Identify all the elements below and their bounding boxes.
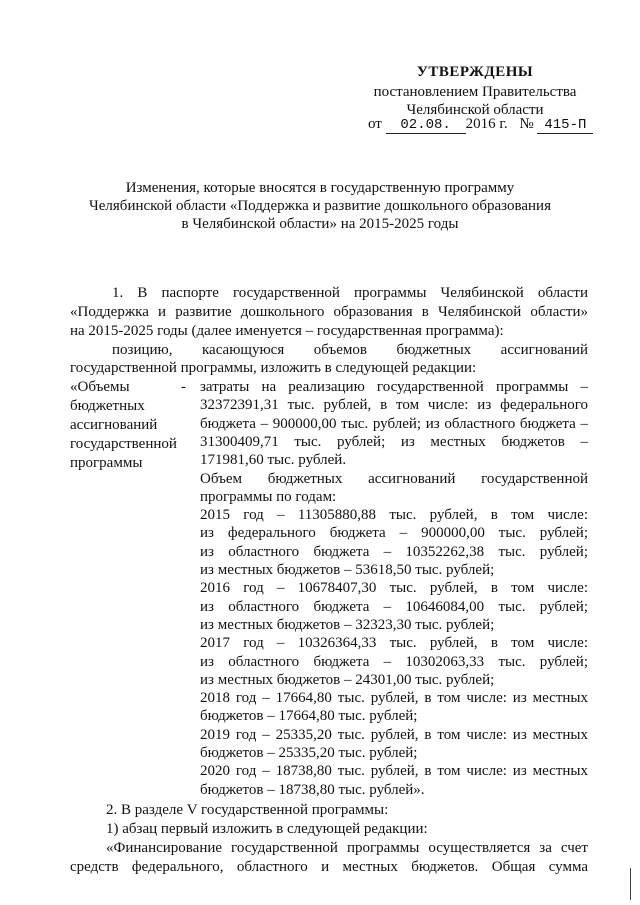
doc-title-line-3: в Челябинской области» на 2015-2025 годы	[181, 216, 459, 232]
passport-value-line: 2018 год – 17664,80 тыс. рублей, в том числе: из местных	[200, 690, 588, 707]
passport-value-line: из федерального бюджета – 900000,00 тыс. рублей;	[200, 525, 588, 542]
decree-date: 02.08.	[386, 117, 466, 134]
section2-line-3: «Финансирование государственной программы осуществляется за счет	[106, 840, 588, 856]
section1-line-4: позицию, касающуюся объемов бюджетных ассигнований	[112, 342, 588, 358]
section2-line-4: средств федерального, областного и местных бюджетов. Общая сумма	[70, 859, 588, 875]
passport-label-3: ассигнований	[70, 417, 158, 433]
doc-title-line-2: Челябинской области «Поддержка и развитие дошкольного образования	[89, 198, 551, 214]
passport-value-line: бюджетов – 17664,80 тыс. рублей;	[200, 708, 418, 725]
passport-value-line: программы по годам:	[200, 488, 337, 505]
section1-line-1: 1. В паспорте государственной программы Челябинской области	[112, 285, 588, 301]
decree-year: 2016 г.	[465, 116, 508, 132]
section1-line-3: на 2015-2025 годы (далее именуется – государственная программа):	[70, 323, 504, 339]
passport-value-line: 171981,60 тыс. рублей.	[200, 452, 347, 469]
passport-value-line: из местных бюджетов – 24301,00 тыс. рублей;	[200, 671, 495, 688]
passport-value-line: бюджетов – 25335,20 тыс. рублей;	[200, 745, 418, 761]
doc-title-line-1: Изменения, которые вносятся в государственную программу	[125, 180, 515, 196]
passport-value-line: из местных бюджетов – 32323,30 тыс. рублей;	[200, 616, 495, 633]
section2-line-2: 1) абзац первый изложить в следующей редакции:	[106, 821, 428, 837]
approved-heading: УТВЕРЖДЕНЫ	[416, 64, 534, 80]
passport-value-line: 2020 год – 18738,80 тыс. рублей, в том числе: из местных	[200, 763, 588, 780]
passport-value-line: 2017 год – 10326364,33 тыс. рублей, в том числе:	[200, 635, 588, 652]
decree-date-number	[368, 116, 598, 134]
passport-value-line: из областного бюджета – 10352262,38 тыс. рублей;	[200, 543, 588, 560]
from-label: от	[368, 116, 382, 132]
passport-label-4: государственной	[70, 436, 177, 452]
section1-line-2: «Поддержка и развитие дошкольного образования в Челябинской области»	[70, 304, 588, 320]
passport-value-line: из областного бюджета – 10302063,33 тыс. рублей;	[200, 653, 588, 670]
approved-by-line: постановлением Правительства	[373, 84, 577, 100]
section2-line-1: 2. В разделе V государственной программы:	[106, 802, 389, 818]
passport-value-line: из местных бюджетов – 53618,50 тыс. рублей;	[200, 562, 495, 578]
passport-value-line: 2015 год – 11305880,88 тыс. рублей, в том числе:	[200, 507, 588, 524]
page-edge-mark	[630, 868, 631, 900]
passport-value-line: 31300409,71 тыс. рублей; из местных бюджетов –	[200, 433, 588, 450]
approved-region-line: Челябинской области	[406, 102, 544, 118]
passport-label-2: бюджетных	[70, 398, 145, 414]
passport-label-1: «Объемы	[70, 379, 130, 395]
passport-value-line: Объем бюджетных ассигнований государственной	[200, 470, 588, 487]
passport-value-line: 2019 год – 25335,20 тыс. рублей, в том числе: из местных	[200, 726, 588, 743]
passport-dash: -	[181, 379, 186, 395]
passport-value-line: бюджетов – 18738,80 тыс. рублей».	[200, 781, 425, 798]
passport-value-line: 2016 год – 10678407,30 тыс. рублей, в том числе:	[200, 580, 588, 597]
passport-value-line: из областного бюджета – 10646084,00 тыс. рублей;	[200, 598, 588, 615]
passport-value-line: бюджета – 900000,00 тыс. рублей; из областного бюджета –	[200, 415, 588, 432]
decree-number: 415-П	[537, 117, 593, 134]
passport-label-5: программы	[70, 455, 143, 471]
passport-value-line: затраты на реализацию государственной программы –	[200, 379, 588, 395]
passport-value-line: 32372391,31 тыс. рублей, в том числе: из федерального	[200, 397, 588, 414]
number-sign: №	[519, 116, 534, 132]
section1-line-5: государственной программы, изложить в следующей редакции:	[70, 360, 477, 376]
